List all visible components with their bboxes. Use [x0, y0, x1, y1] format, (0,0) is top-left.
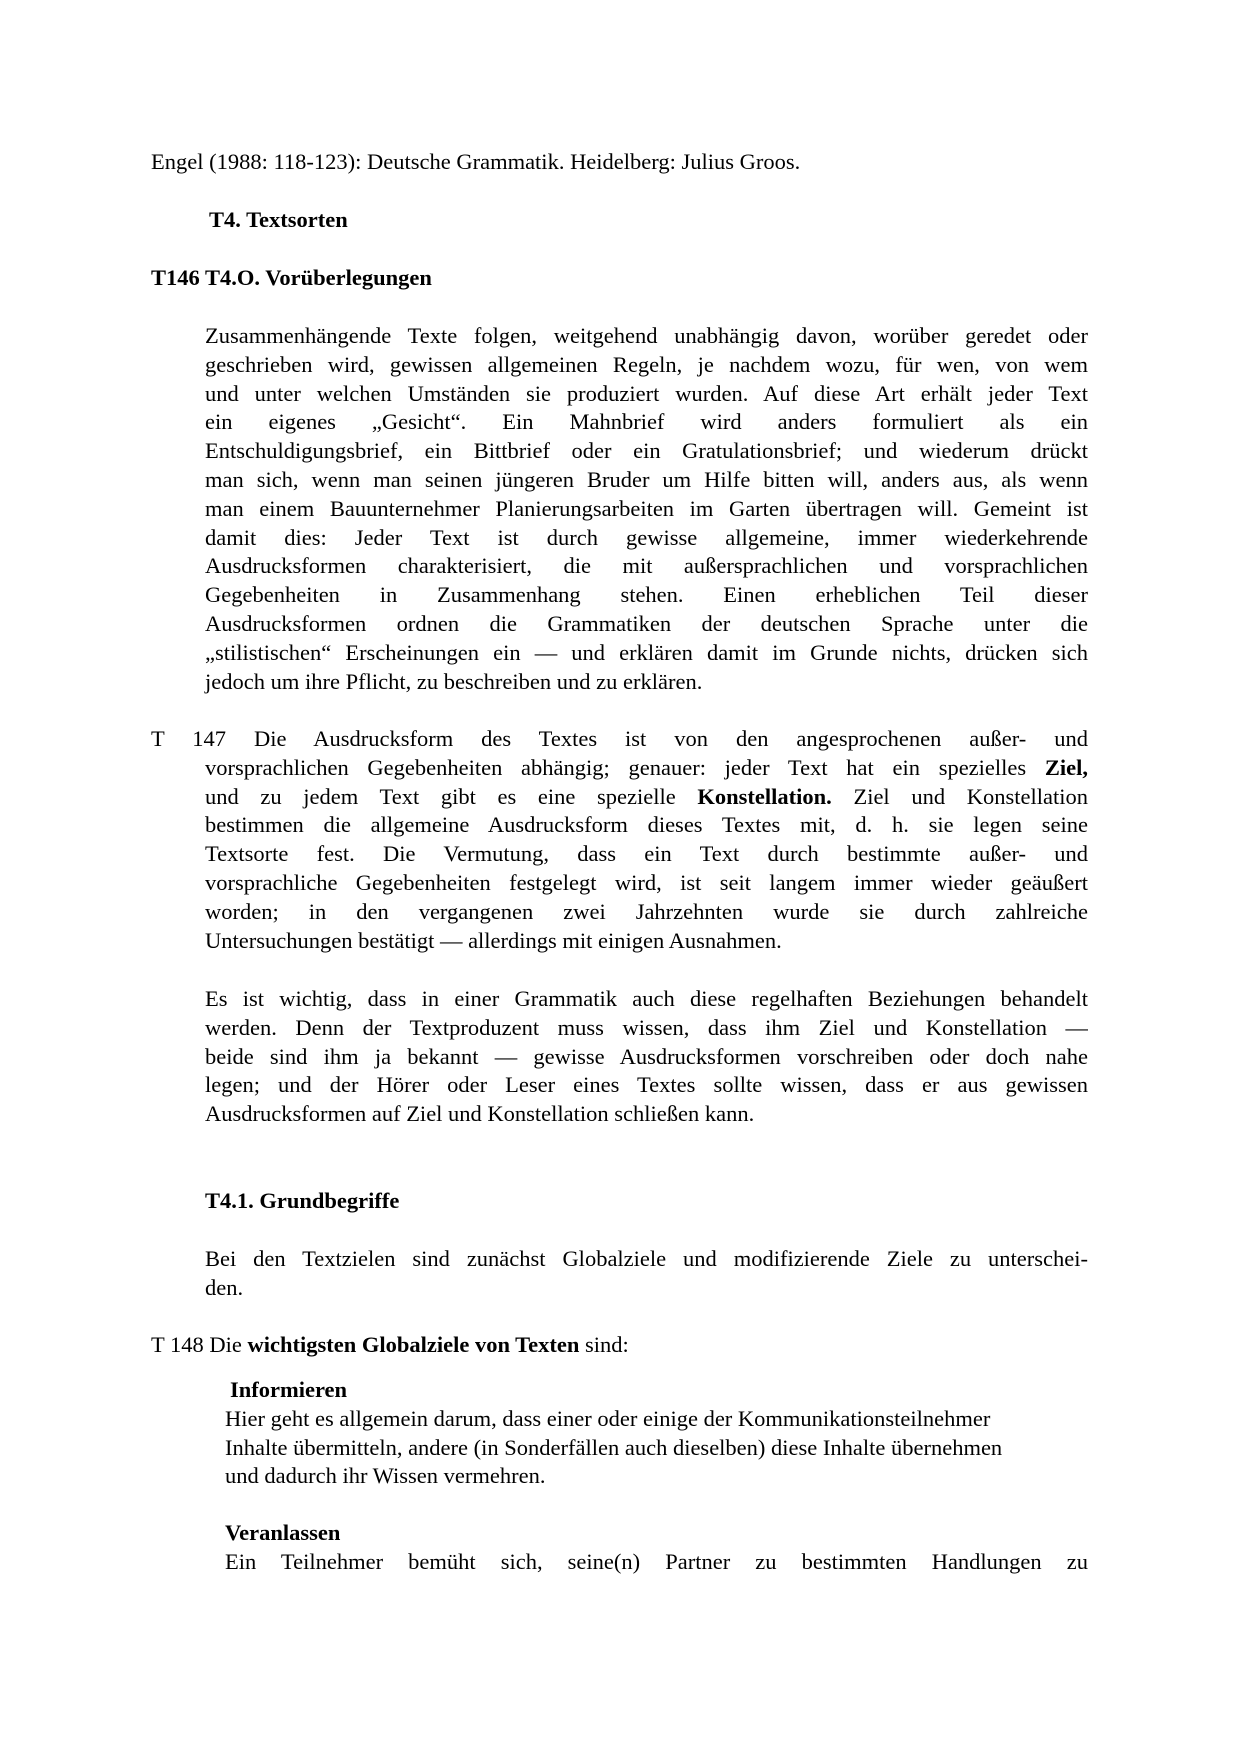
text-line: Inhalte übermitteln, andere (in Sonderfällen auch dieselben) diese Inhalte übernehmen: [225, 1434, 1003, 1460]
text-line: Gegebenheiten in Zusammenhang stehen. Einen erheblichen Teil dieser: [205, 582, 1088, 608]
text-line: und unter welchen Umständen sie produziert wurden. Auf diese Art erhält jeder Text: [205, 380, 1088, 406]
text-line: Es ist wichtig, dass in einer Grammatik auch diese regelhaften Beziehungen behandelt: [205, 986, 1088, 1011]
text-line: bestimmen die allgemeine Ausdrucksform dieses Textes mit, d. h. sie legen seine: [205, 812, 1088, 838]
text-line: Ausdrucksformen ordnen die Grammatiken der deutschen Sprache unter die: [205, 610, 1088, 636]
term-konstellation: Konstellation.: [697, 783, 832, 809]
text-line: worden; in den vergangenen zwei Jahrzehnten wurde sie durch zahlreiche: [205, 898, 1088, 924]
text-line: geschrieben wird, gewissen allgemeinen Regeln, je nachdem wozu, für wen, von wem: [205, 351, 1088, 377]
goal-item-informieren: [225, 1376, 1088, 1491]
section-heading-t146: T146 T4.O. Vorüberlegungen: [151, 265, 432, 290]
reference-text: Engel (1988: 118-123): Deutsche Grammatik. Heidelberg: Julius Groos.: [151, 149, 801, 174]
text-line: Zusammenhängende Texte folgen, weitgehend unabhängig davon, worüber geredet oder: [205, 323, 1088, 348]
reference-line: [151, 148, 800, 177]
text-line: T 148 Die wichtigsten Globalziele von Texten sind:: [151, 1332, 629, 1357]
text-line: Hier geht es allgemein darum, dass einer oder einige der Kommunikationsteilnehmer: [225, 1405, 991, 1431]
text-line: Untersuchungen bestätigt — allerdings mit einigen Ausnahmen.: [205, 927, 782, 953]
paragraph-t41: [205, 1245, 1088, 1303]
section-heading-t41: T4.1. Grundbegriffe: [205, 1188, 400, 1213]
text-line: man einem Bauunternehmer Planierungsarbeiten im Garten übertragen will. Gemeint ist: [205, 495, 1088, 521]
text-line: „stilistischen“ Erscheinungen ein — und erklären damit im Grunde nichts, drücken sich: [205, 639, 1088, 665]
text-line: vorsprachlichen Gegebenheiten abhängig; genauer: jeder Text hat ein spezielles Ziel,: [205, 754, 1088, 780]
text-line: jedoch um ihre Pflicht, zu beschreiben und zu erklären.: [205, 668, 703, 694]
section-number: T 148: [151, 1332, 204, 1357]
text-line: damit dies: Jeder Text ist durch gewisse allgemeine, immer wiederkehrende: [205, 524, 1088, 550]
paragraph-t146: [205, 322, 1088, 696]
text-line: Textsorte fest. Die Vermutung, dass ein Text durch bestimmte außer- und: [205, 841, 1088, 867]
chapter-heading: T4. Textsorten: [209, 207, 348, 232]
paragraph-t148: [151, 1331, 629, 1360]
text-line: man sich, wenn man seinen jüngeren Bruder um Hilfe bitten will, anders aus, als wenn: [205, 466, 1088, 492]
text-line: Ausdrucksformen auf Ziel und Konstellation schließen kann.: [205, 1101, 755, 1127]
text-line-first: T 147 Die Ausdrucksform des Textes ist von den angesprochenen außer- und: [151, 726, 1088, 751]
goal-item-veranlassen: [225, 1519, 1088, 1577]
text-line: den.: [205, 1274, 244, 1300]
paragraph-t147-2: [205, 985, 1088, 1129]
text-line: Ein Teilnehmer bemüht sich, seine(n) Partner zu bestimmten Handlungen zu: [225, 1548, 1088, 1574]
text-line: und dadurch ihr Wissen vermehren.: [225, 1463, 546, 1489]
term-ziel: Ziel,: [1044, 754, 1088, 780]
text-line: Ausdrucksformen charakterisiert, die mit außersprachlichen und vorsprachlichen: [205, 553, 1088, 579]
text-line: legen; und der Hörer oder Leser eines Textes sollte wissen, dass er aus gewissen: [205, 1072, 1088, 1098]
goal-title: Veranlassen: [225, 1520, 341, 1545]
text-line: ein eigenes „Gesicht“. Ein Mahnbrief wird anders formuliert als ein: [205, 409, 1088, 435]
goal-title: Informieren: [230, 1377, 348, 1402]
emphasis: wichtigsten Globalziele von Texten: [247, 1332, 580, 1357]
text-line: beide sind ihm ja bekannt — gewisse Ausdrucksformen vorschreiben oder doch nahe: [205, 1043, 1088, 1069]
text-line: vorsprachliche Gegebenheiten festgelegt wird, ist seit langem immer wieder geäußert: [205, 869, 1088, 895]
text-line: Entschuldigungsbrief, ein Bittbrief oder ein Gratulationsbrief; und wiederum drückt: [205, 438, 1088, 464]
paragraph-t147: [151, 725, 1088, 955]
text-line: Bei den Textzielen sind zunächst Globalziele und modifizierende Ziele zu unterschei-: [205, 1246, 1088, 1271]
text-line: und zu jedem Text gibt es eine spezielle Konstellation. Ziel und Konstellation: [205, 783, 1088, 809]
t147-continuation: [151, 754, 1088, 956]
section-number: T 147: [151, 726, 227, 751]
text-line: werden. Denn der Textproduzent muss wissen, dass ihm Ziel und Konstellation —: [205, 1014, 1088, 1040]
